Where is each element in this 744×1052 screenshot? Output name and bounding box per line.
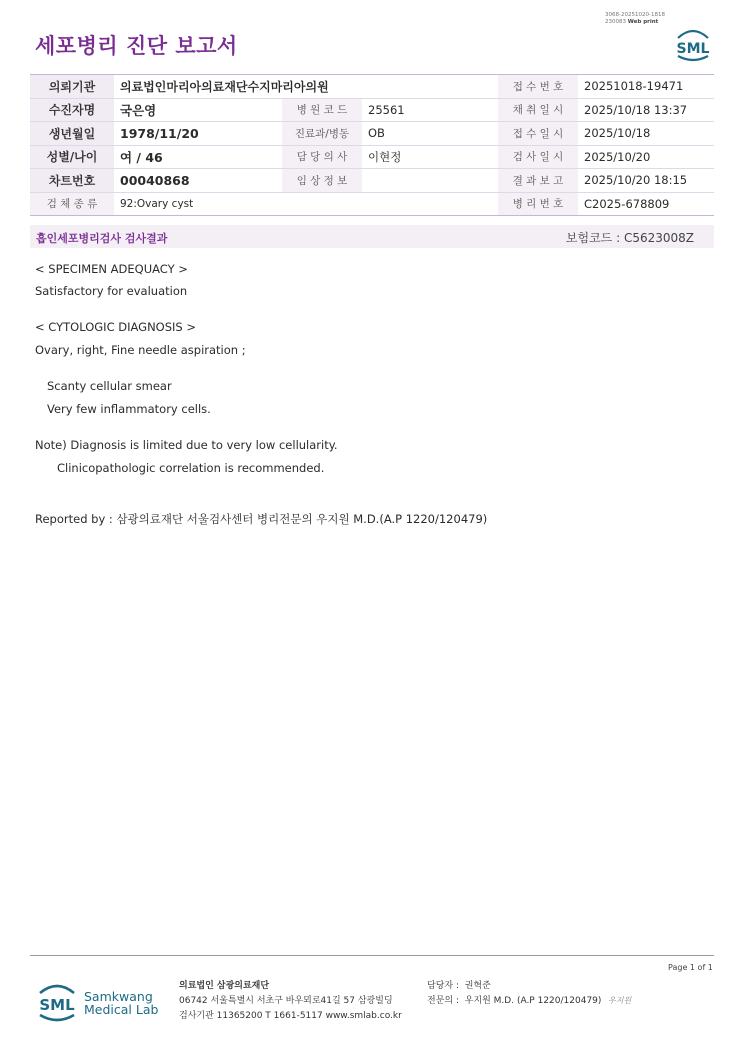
web-print-label: Web print [627, 19, 659, 25]
label-hospital-code: 병 원 코 드 [282, 98, 362, 122]
note-line-2: Clinicopathologic correlation is recommended. [57, 461, 325, 475]
value-collection-datetime: 2025/10/18 13:37 [584, 102, 688, 117]
value-receipt-number: 20251018-19471 [584, 79, 684, 94]
patient-info-table [30, 74, 714, 216]
specimen-adequacy-header: < SPECIMEN ADEQUACY > [35, 262, 188, 276]
document-code [605, 12, 665, 26]
page-title: 세포병리 진단 보고서 [35, 34, 238, 58]
label-requesting-institution: 의뢰기관 [30, 75, 114, 99]
value-hospital-code: 25561 [368, 102, 405, 117]
value-test-datetime: 2025/10/20 [584, 149, 651, 164]
reported-by: Reported by : 삼광의료재단 서울검사센터 병리전문의 우지원 M.D.(A.P 1220/120479) [35, 512, 488, 526]
label-sex-age: 성별/나이 [30, 145, 114, 169]
table-row [30, 192, 714, 216]
table-row [30, 122, 714, 146]
brand-line-2: Medical Lab [84, 1002, 159, 1017]
value-pathology-number: C2025-678809 [584, 196, 670, 211]
value-sex-age: 여 / 46 [120, 149, 163, 165]
value-result-report: 2025/10/20 18:15 [584, 173, 688, 188]
label-specimen-type: 검 체 종 류 [30, 192, 114, 216]
label-test-datetime: 검 사 일 시 [498, 145, 578, 169]
document-code-line2: 230083 Web print [605, 19, 659, 25]
brand-line-1: Samkwang [84, 989, 153, 1004]
specimen-adequacy-text: Satisfactory for evaluation [35, 284, 188, 298]
footer-contact: 검사기관 11365200 T 1661-5117 www.smlab.co.kr [179, 1011, 402, 1021]
label-department: 진료과/병동 [282, 122, 362, 146]
table-row [30, 169, 714, 193]
signature-icon [606, 993, 642, 1007]
cytologic-diagnosis-header: < CYTOLOGIC DIAGNOSIS > [35, 320, 197, 334]
footer-specialist [427, 995, 601, 1008]
footer-divider [30, 955, 714, 956]
label-receipt-number: 접 수 번 호 [498, 75, 578, 99]
result-section-title: 흡인세포병리검사 검사결과 [36, 232, 168, 245]
label-attending-doctor: 담 당 의 사 [282, 145, 362, 169]
sml-logo-icon [672, 26, 714, 62]
value-birth-date: 1978/11/20 [120, 125, 199, 141]
value-specimen-type: 92:Ovary cyst [120, 197, 194, 210]
sml-footer-logo-icon [36, 979, 78, 1023]
sml-logo-text: SML [676, 41, 710, 57]
label-birth-date: 생년월일 [30, 122, 114, 146]
footer-brand [84, 990, 158, 1016]
manager-label: 담당자 : [427, 981, 459, 991]
page-number: Page 1 of 1 [668, 963, 713, 972]
specialist-label: 전문의 : [427, 996, 459, 1006]
value-attending-doctor: 이현정 [368, 149, 402, 164]
value-chart-number: 00040868 [120, 172, 190, 188]
value-requesting-institution: 의료법인마리아의료재단수지마리아의원 [120, 79, 329, 94]
label-patient-name: 수진자명 [30, 98, 114, 122]
table-row [30, 75, 714, 99]
signature-text: 우지원 [608, 996, 632, 1005]
label-clinical-info: 임 상 정 보 [282, 169, 362, 193]
footer-manager [427, 980, 491, 993]
value-patient-name: 국은영 [120, 102, 157, 118]
value-receipt-datetime: 2025/10/18 [584, 126, 651, 141]
label-chart-number: 차트번호 [30, 169, 114, 193]
sml-footer-logo-text: SML [39, 996, 75, 1014]
manager-name: 권혁준 [464, 981, 491, 991]
document-code-line1: 3068-20251020-1818 [605, 12, 665, 18]
table-row [30, 145, 714, 169]
footer-org-name: 의료법인 삼광의료재단 [179, 981, 270, 991]
insurance-code: 보험코드 : C5623008Z [565, 231, 694, 245]
note-line-1: Note) Diagnosis is limited due to very low cellularity. [35, 438, 338, 452]
label-result-report: 결 과 보 고 [498, 169, 578, 193]
label-pathology-number: 병 리 번 호 [498, 192, 578, 216]
label-receipt-datetime: 접 수 일 시 [498, 122, 578, 146]
value-department: OB [368, 126, 385, 141]
footer-address: 06742 서울특별시 서초구 바우뫼로41길 57 삼광빌딩 [179, 996, 393, 1006]
table-row [30, 98, 714, 122]
label-collection-datetime: 채 취 일 시 [498, 98, 578, 122]
cytologic-diagnosis-text: Ovary, right, Fine needle aspiration ; [35, 343, 246, 357]
value-clinical-info [362, 169, 498, 193]
finding-line-1: Scanty cellular smear [47, 379, 172, 393]
finding-line-2: Very few inflammatory cells. [47, 402, 211, 416]
result-section-header [30, 225, 714, 248]
specialist-name: 우지원 M.D. (A.P 1220/120479) [464, 996, 602, 1006]
